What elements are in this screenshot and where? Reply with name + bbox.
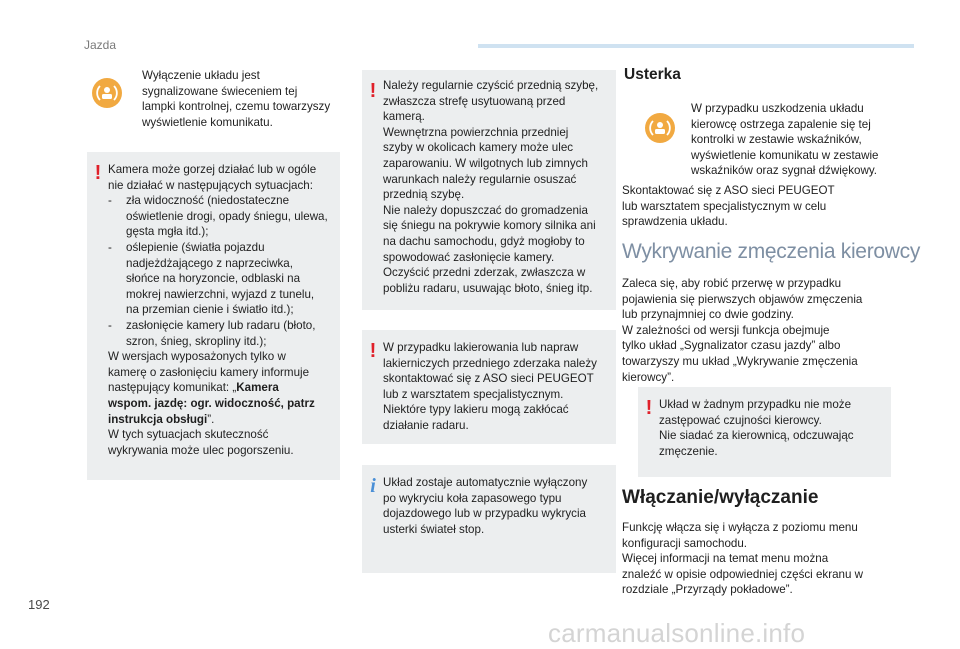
section-heading-onoff: Włączanie/wyłączanie [622,487,819,508]
text-line: mokrej nawierzchni, wyjazd z tunelu, [126,287,315,301]
left-intro-text [142,68,352,130]
camera-warning-note [87,152,340,480]
message-bold: instrukcja obsługi [108,412,208,426]
text-line: Oczyścić przedni zderzak, zwłaszcza w [383,266,586,280]
list-item [108,240,332,318]
section-heading-usterka: Usterka [624,66,681,83]
message-line [108,380,332,396]
text-line: Układ zostaje automatycznie wyłączony [383,476,588,489]
fatigue-text [622,276,922,385]
warning-icon: ! [369,340,377,362]
text-line: Niektóre typy lakieru mogą zakłócać [383,403,569,417]
text-line: tylko układ „Sygnalizator czasu jazdy” albo [622,339,841,353]
text-line: Wyłączenie układu jest [142,69,260,82]
text-line: gęsta mgła itd.); [126,225,209,239]
text-line: wskaźników oraz sygnał dźwiękowy. [691,164,877,178]
cleaning-warning-body [383,78,608,296]
header-bar [478,44,914,48]
text-line: Nie należy dopuszczać do gromadzenia [383,203,588,217]
text-line: przednią szybę. [383,188,465,202]
driver-alert-warning-icon [92,78,122,108]
text-line: kontrolki w zestawie wskaźników, [691,133,862,147]
text-line: Zaleca się, aby robić przerwę w przypadku [622,277,842,290]
text-line: lub z warsztatem specjalistycznym. [383,387,564,401]
text-span: ”. [207,412,215,426]
text-line: Układ w żadnym przypadku nie może [659,398,852,411]
text-line: kierowcę ostrzega zapalenie się tej [691,117,871,131]
warning-icon: ! [645,397,653,419]
text-line: konfiguracji samochodu. [622,536,748,550]
text-line: szyby w okolicach kamery może ulec [383,141,574,155]
text-line: skontaktować się z ASO sieci PEUGEOT [383,372,594,386]
page-number: 192 [28,597,50,612]
cleaning-warning-note [362,70,616,310]
text-line: spowodować zasłonięcie kamery. [383,250,555,264]
text-line: Kamera może gorzej działać lub w ogóle [108,163,317,176]
text-line: lub przynajmniej co dwie godziny. [622,308,794,322]
text-line: zaparowaniu. W wilgotnych lub zimnych [383,156,588,170]
text-line: wykrywania może ulec pogorszeniu. [108,443,294,457]
text-line: Skontaktować się z ASO sieci PEUGEOT [622,184,835,197]
text-line: W przypadku uszkodzenia układu [691,102,864,115]
text-line: towarzyszy mu układ „Wykrywanie zmęczenia [622,354,858,368]
text-line: na przemian cienie i światło itd.); [126,303,294,317]
bullet-dash: - [108,194,112,208]
text-line: zła widoczność (niedostateczne [126,194,290,208]
text-line: słońce na horyzoncie, odblaski na [126,272,301,286]
text-line: lakierniczych przedniego zderzaka należy [383,356,597,370]
text-line: W wersjach wyposażonych tylko w [108,350,286,364]
warning-icon: ! [369,80,377,102]
section-heading-fatigue: Wykrywanie zmęczenia kierowcy [622,240,921,263]
message-bold: Kamera [236,381,279,395]
driver-alert-fault-icon [645,113,675,143]
text-line: oświetlenie drogi, opady śniegu, ulewa, [126,209,328,223]
text-line: zmęczenie. [659,444,718,458]
text-line: W tych sytuacjach skuteczność [108,428,269,442]
text-line: kierowcy”. [622,370,675,384]
text-line: zwłaszcza strefę usytuowaną przed [383,94,566,108]
text-line: Funkcję włącza się i wyłącza z poziomu menu [622,521,858,534]
text-span: następujący komunikat: „ [108,381,237,395]
paint-warning-note [362,330,616,444]
text-line: kamerą. [383,110,425,124]
warning-icon: ! [94,162,102,184]
text-line: W zależności od wersji funkcja obejmuje [622,323,830,337]
text-line: lub warsztatem specjalistycznym w celu [622,199,827,213]
auto-off-info-note [362,465,616,573]
text-line: Więcej informacji na temat menu można [622,552,829,566]
text-line: znaleźć w opisie odpowiedniej części ekranu w [622,567,864,581]
text-line: wyświetlenie komunikatu w zestawie [691,148,879,162]
text-line: dojazdowego lub w przypadku wykrycia [383,507,586,521]
text-line: kamerę o zasłonięciu kamery informuje [108,365,310,379]
bullet-dash: - [108,318,112,332]
text-line: rozdziale „Przyrządy pokładowe”. [622,583,793,597]
text-line: się śniegu na pokrywie komory silnika ani [383,219,596,233]
text-line: Wewnętrzna powierzchnia przedniej [383,125,569,139]
watermark-text: carmanualsonline.info [548,618,806,648]
text-line: działanie radaru. [383,418,469,432]
info-icon: i [370,475,376,497]
message-bold: wspom. jazdę: ogr. widoczność, patrz [108,396,315,410]
text-line: sprawdzenia układu. [622,215,728,229]
fatigue-warning-body [659,397,883,459]
text-line: wyświetlenie komunikatu. [142,115,273,129]
bullet-dash: - [108,240,112,254]
text-line: warunkach należy regularnie osuszać [383,172,577,186]
text-line: po wykryciu koła zapasowego typu [383,491,562,505]
paint-warning-body [383,340,608,434]
camera-warning-body [108,162,332,458]
text-line: szron, śnieg, skropliny itd.); [126,334,267,348]
text-line: pojawienia się pierwszych objawów zmęczenia [622,292,863,306]
onoff-text [622,520,922,598]
section-label: Jazda [84,38,117,52]
text-line: lampki kontrolnej, czemu towarzyszy [142,100,331,114]
usterka-text [622,183,912,230]
text-line: nie działać w następujących sytuacjach: [108,178,313,192]
list-item [108,193,332,240]
list-item [108,318,332,349]
auto-off-info-body [383,475,608,537]
usterka-icon-text [691,101,911,179]
text-line: Nie siadać za kierownicą, odczuwając [659,429,854,443]
text-line: pobliżu radaru, usuwając błoto, śnieg itp. [383,281,593,295]
text-line: na dachu samochodu, gdyż mogłoby to [383,234,585,248]
text-line: Należy regularnie czyścić przednią szybę, [383,79,599,92]
text-line: zastępować czujności kierowcy. [659,413,822,427]
text-line: nadjeżdżającego z naprzeciwka, [126,256,293,270]
text-line: zasłonięcie kamery lub radaru (błoto, [126,318,316,332]
text-line: W przypadku lakierowania lub napraw [383,341,579,354]
text-line: usterki świateł stop. [383,522,485,536]
fatigue-warning-note [638,387,891,477]
text-line: sygnalizowane świeceniem tej [142,84,298,98]
text-line: oślepienie (światła pojazdu [126,240,265,254]
